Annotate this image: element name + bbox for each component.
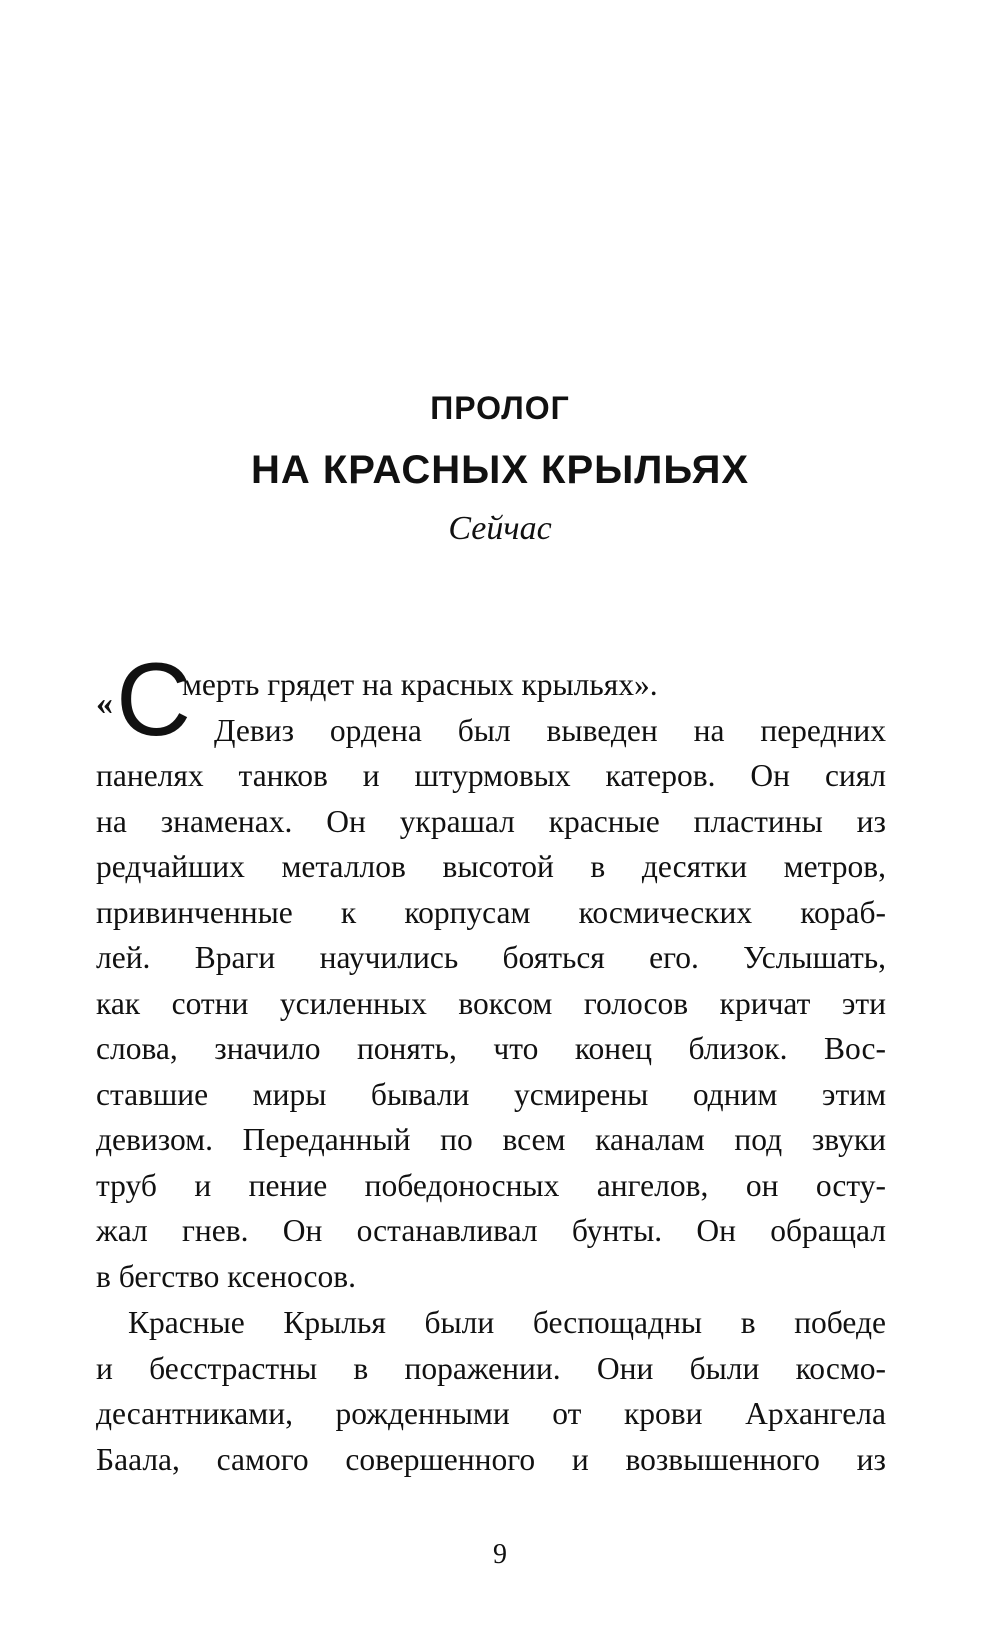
paragraph-line: в бегство ксеносов. bbox=[96, 1258, 357, 1294]
paragraph-2 bbox=[96, 1300, 886, 1482]
paragraph-line: Красные Крылья были беспощадны в победе bbox=[128, 1305, 886, 1340]
paragraph-1 bbox=[96, 753, 886, 1299]
paragraph-line: Баала, самого совершенного и возвышенного из bbox=[96, 1441, 886, 1477]
paragraph-line: труб и пение победоносных ангелов, он осту- bbox=[96, 1167, 886, 1203]
paragraph-line: и бесстрастны в поражении. Они были космо- bbox=[96, 1350, 886, 1386]
paragraph-line: жал гнев. Он останавливал бунты. Он обращал bbox=[96, 1213, 886, 1248]
paragraph-line: девизом. Переданный по всем каналам под звуки bbox=[96, 1122, 886, 1157]
page-number: 9 bbox=[493, 1539, 507, 1570]
prologue-label: ПРОЛОГ bbox=[430, 390, 570, 426]
opening-lines bbox=[182, 662, 886, 753]
paragraph-line: лей. Враги научились бояться его. Услышать, bbox=[96, 940, 886, 975]
opening-quote-mark: « bbox=[96, 685, 113, 722]
drop-cap-letter: С bbox=[116, 642, 192, 758]
paragraph-line: десантниками, рожденными от крови Архангела bbox=[96, 1396, 886, 1431]
paragraph-line: слова, значило понять, что конец близок. Вос- bbox=[96, 1031, 886, 1066]
opening-line-2: Девиз ордена был выведен на передних bbox=[214, 712, 886, 748]
time-subtitle: Сейчас bbox=[448, 510, 552, 547]
paragraph-line: редчайших металлов высотой в десятки метров, bbox=[96, 849, 886, 884]
opening-line-1: мерть грядет на красных крыльях». bbox=[182, 667, 658, 702]
paragraph-line: панелях танков и штурмовых катеров. Он сиял bbox=[96, 758, 886, 793]
paragraph-line: ставшие миры бывали усмирены одним этим bbox=[96, 1076, 886, 1112]
paragraph-line: привинченные к корпусам космических кораб- bbox=[96, 894, 886, 930]
paragraph-line: на знаменах. Он украшал красные пластины из bbox=[96, 803, 886, 839]
paragraph-line: как сотни усиленных воксом голосов кричат эти bbox=[96, 985, 886, 1021]
chapter-title: НА КРАСНЫХ КРЫЛЬЯХ bbox=[250, 448, 750, 492]
